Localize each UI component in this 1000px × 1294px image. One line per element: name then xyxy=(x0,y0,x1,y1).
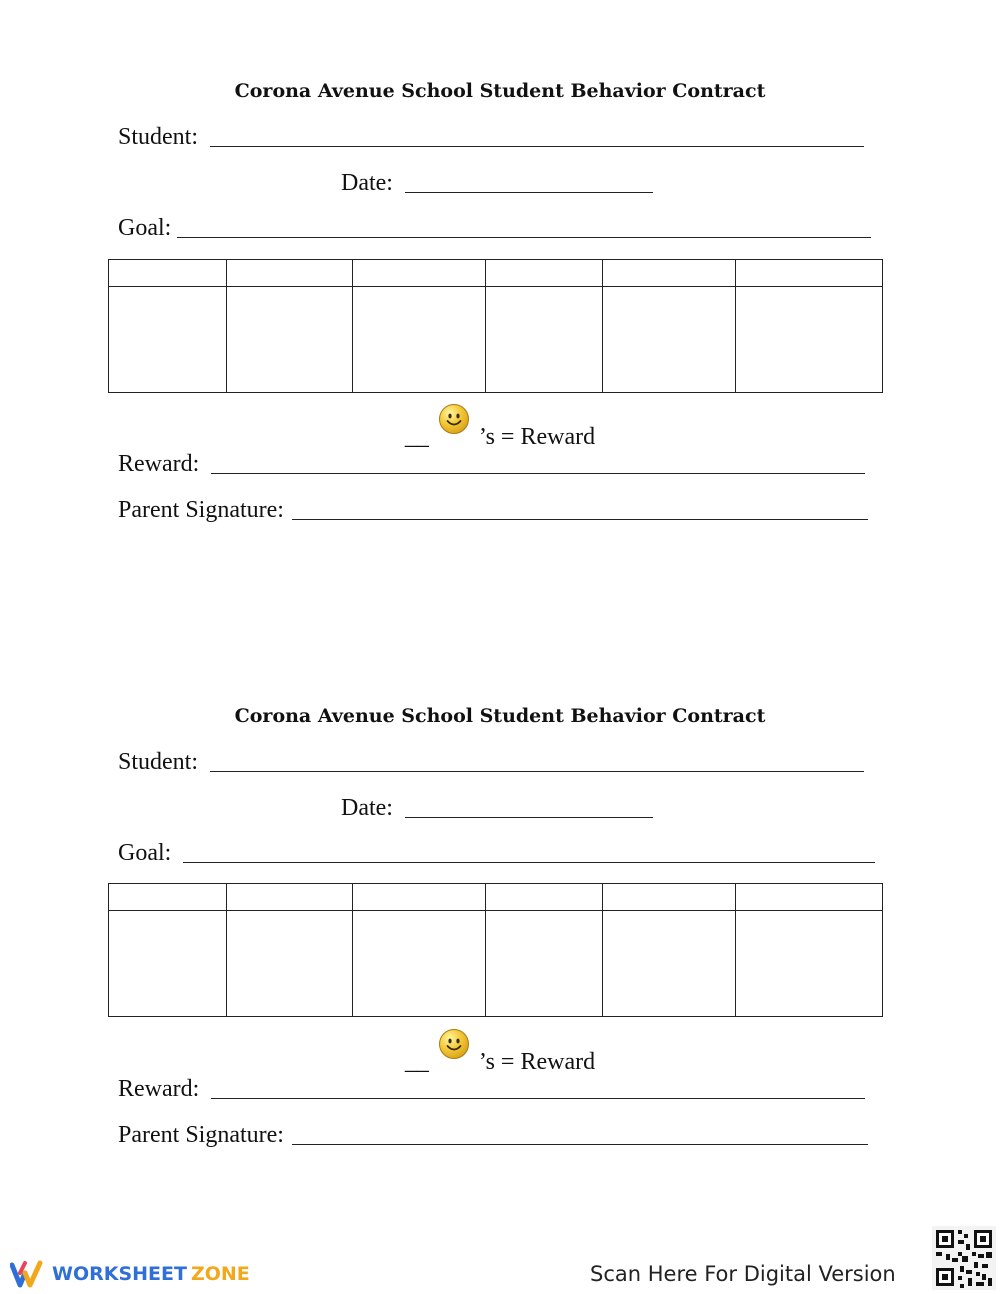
goal-label: Goal: xyxy=(118,215,172,241)
parent-signature-line xyxy=(118,497,868,524)
grid-cell[interactable] xyxy=(736,260,883,287)
reward-blank[interactable] xyxy=(211,1097,865,1099)
reward-formula-text: ’s = Reward xyxy=(478,1049,596,1075)
reward-blank[interactable] xyxy=(211,472,865,474)
student-label: Student: xyxy=(118,749,199,775)
scan-instruction: Scan Here For Digital Version xyxy=(590,1262,896,1286)
date-line xyxy=(341,170,653,197)
parent-signature-label: Parent Signature: xyxy=(118,1122,284,1148)
tracking-grid xyxy=(108,883,883,1017)
grid-body-row xyxy=(109,287,883,393)
grid-cell[interactable] xyxy=(353,287,486,393)
grid-cell[interactable] xyxy=(109,884,227,911)
contract-title: Corona Avenue School Student Behavior Contract xyxy=(234,80,766,102)
grid-cell[interactable] xyxy=(736,287,883,393)
contract-1 xyxy=(0,0,1000,523)
parent-signature-label: Parent Signature: xyxy=(118,497,284,523)
grid-body-row xyxy=(109,911,883,1017)
worksheet-zone-logo[interactable] xyxy=(10,1258,250,1290)
grid-cell[interactable] xyxy=(109,260,227,287)
grid-cell[interactable] xyxy=(227,911,353,1017)
grid-cell[interactable] xyxy=(486,260,603,287)
grid-cell[interactable] xyxy=(109,287,227,393)
student-line xyxy=(118,749,864,776)
grid-cell[interactable] xyxy=(736,884,883,911)
date-line xyxy=(341,795,653,822)
contract-title: Corona Avenue School Student Behavior Contract xyxy=(234,705,766,727)
contract-2 xyxy=(0,625,1000,1148)
smiley-face-icon xyxy=(439,1029,469,1059)
grid-header-row xyxy=(109,260,883,287)
count-blank[interactable]: __ xyxy=(404,1049,429,1075)
grid-cell[interactable] xyxy=(109,911,227,1017)
grid-cell[interactable] xyxy=(603,287,736,393)
grid-cell[interactable] xyxy=(603,884,736,911)
date-blank[interactable] xyxy=(405,816,653,818)
brand-worksheet: WORKSHEET xyxy=(52,1263,187,1285)
parent-signature-blank[interactable] xyxy=(292,1143,868,1145)
goal-blank[interactable] xyxy=(183,861,875,863)
grid-cell[interactable] xyxy=(227,260,353,287)
grid-cell[interactable] xyxy=(603,911,736,1017)
student-line xyxy=(118,124,864,151)
grid-cell[interactable] xyxy=(603,260,736,287)
goal-line xyxy=(118,215,871,242)
parent-signature-line xyxy=(118,1122,868,1149)
qr-code-icon[interactable] xyxy=(932,1226,996,1290)
grid-cell[interactable] xyxy=(486,911,603,1017)
date-blank[interactable] xyxy=(405,191,653,193)
date-label: Date: xyxy=(341,170,393,196)
count-blank[interactable]: __ xyxy=(404,424,429,450)
reward-formula-line xyxy=(0,404,1000,451)
reward-line xyxy=(118,451,865,478)
grid-header-row xyxy=(109,884,883,911)
grid-cell[interactable] xyxy=(736,911,883,1017)
grid-cell[interactable] xyxy=(353,260,486,287)
reward-label: Reward: xyxy=(118,1076,200,1102)
reward-formula-line xyxy=(0,1029,1000,1076)
student-label: Student: xyxy=(118,124,199,150)
grid-cell[interactable] xyxy=(353,911,486,1017)
goal-label: Goal: xyxy=(118,840,172,866)
worksheet-zone-logo-icon xyxy=(10,1259,46,1289)
goal-blank[interactable] xyxy=(177,236,871,238)
grid-cell[interactable] xyxy=(353,884,486,911)
student-blank[interactable] xyxy=(210,770,864,772)
grid-cell[interactable] xyxy=(227,884,353,911)
student-blank[interactable] xyxy=(210,145,864,147)
reward-label: Reward: xyxy=(118,451,200,477)
grid-cell[interactable] xyxy=(486,884,603,911)
brand-zone: ZONE xyxy=(190,1263,250,1285)
grid-cell[interactable] xyxy=(486,287,603,393)
reward-formula-text: ’s = Reward xyxy=(478,424,596,450)
tracking-grid xyxy=(108,259,883,393)
grid-cell[interactable] xyxy=(227,287,353,393)
date-label: Date: xyxy=(341,795,393,821)
parent-signature-blank[interactable] xyxy=(292,518,868,520)
goal-line xyxy=(118,840,875,867)
smiley-face-icon xyxy=(439,404,469,434)
reward-line xyxy=(118,1076,865,1103)
